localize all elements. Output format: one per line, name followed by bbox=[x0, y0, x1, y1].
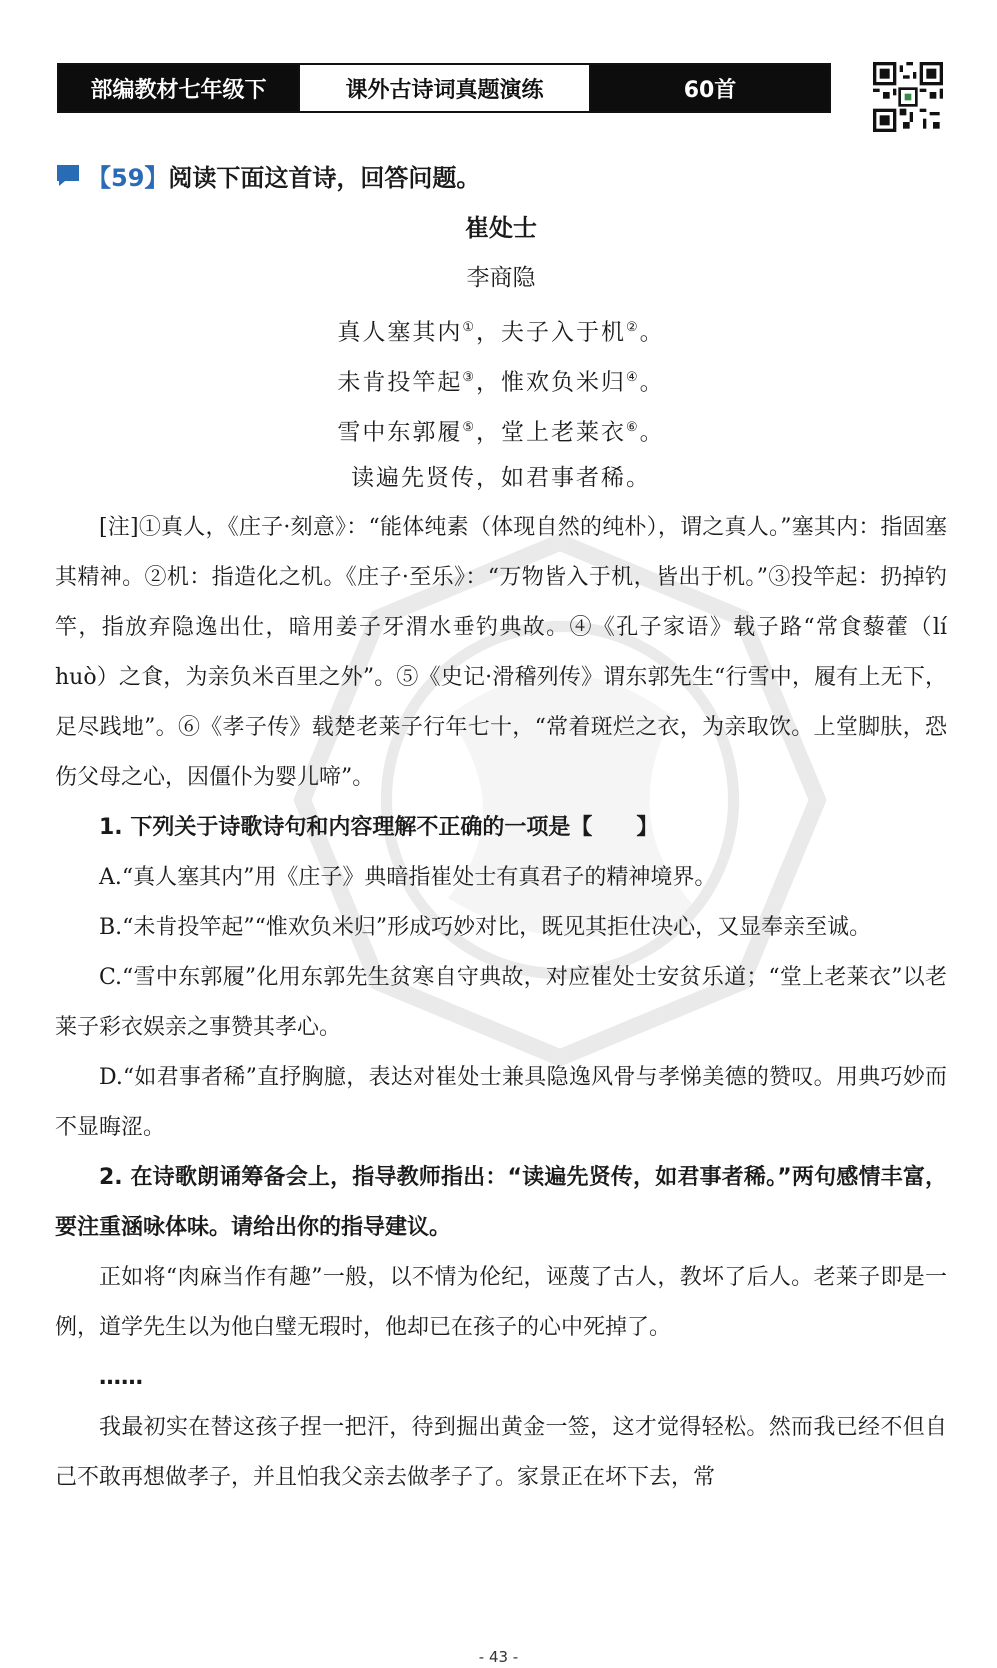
bookmark-icon bbox=[55, 163, 81, 187]
question-heading bbox=[55, 155, 947, 195]
header-title: 课外古诗词真题演练 bbox=[298, 65, 591, 111]
header-count: 60首 bbox=[591, 65, 829, 111]
question-1-stem: 1. 下列关于诗歌诗句和内容理解不正确的一项是【 】 bbox=[99, 815, 659, 840]
annotation-note: [注]①真人，《庄子·刻意》：“能体纯素（体现自然的纯朴），谓之真人。”塞其内：指固塞其精神。②机：指造化之机。《庄子·至乐》：“万物皆入于机，皆出于机。”③投竿起：扔掉钓竿，指放弃隐逸出仕，暗用姜子牙渭水垂钓典故。④《孔子家语》载子路“常食藜藿（lí huò）之食，为亲负米百里之外”。⑤《史记·滑稽列传》谓东郭先生“行雪中，履有上无下，足尽践地”。⑥《孝子传》载楚老莱子行年七十，“常着斑烂之衣，为亲取饮。上堂脚肤，恐伤父母之心，因僵仆为婴儿啼”。 bbox=[55, 515, 947, 790]
option-b: B.“未肯投竿起”“惟欢负米归”形成巧妙对比，既见其拒仕决心，又显奉亲至诚。 bbox=[99, 915, 872, 940]
option-d: D.“如君事者稀”直抒胸臆，表达对崔处士兼具隐逸风骨与孝悌美德的赞叹。用典巧妙而不显晦涩。 bbox=[55, 1065, 947, 1140]
qr-code-icon bbox=[873, 62, 943, 132]
poem-line: 读遍先贤传，如君事者稀。 bbox=[351, 465, 651, 491]
passage-ellipsis: …… bbox=[99, 1365, 143, 1390]
option-a: A.“真人塞其内”用《庄子》典暗指崔处士有真君子的精神境界。 bbox=[99, 865, 717, 890]
header-textbook: 部编教材七年级下 bbox=[59, 65, 298, 111]
question-number: 【59】 bbox=[87, 163, 169, 192]
option-c: C.“雪中东郭履”化用东郭先生贫寒自守典故，对应崔处士安贫乐道；“堂上老莱衣”以老莱子彩衣娱亲之事赞其孝心。 bbox=[55, 965, 947, 1040]
poem-line: 真人塞其内①，夫子入于机②。 bbox=[337, 319, 665, 346]
question-prompt: 阅读下面这首诗，回答问题。 bbox=[168, 163, 481, 192]
content-area bbox=[55, 155, 947, 1503]
poem-title: 崔处士 bbox=[465, 214, 537, 242]
poem-line: 未肯投竿起③，惟欢负米归④。 bbox=[337, 369, 665, 396]
page-number: - 43 - bbox=[478, 1648, 519, 1666]
poem-line: 雪中东郭履⑤，堂上老莱衣⑥。 bbox=[337, 419, 665, 446]
passage-paragraph: 正如将“肉麻当作有趣”一般，以不情为伦纪，诬蔑了古人，教坏了后人。老莱子即是一例，道学先生以为他白璧无瑕时，他却已在孩子的心中死掉了。 bbox=[55, 1265, 947, 1340]
passage-paragraph: 我最初实在替这孩子捏一把汗，待到掘出黄金一签，这才觉得轻松。然而我已经不但自己不敢再想做孝子，并且怕我父亲去做孝子了。家景正在坏下去，常 bbox=[55, 1415, 947, 1490]
poem-author: 李商隐 bbox=[466, 265, 536, 291]
header-bar bbox=[57, 63, 831, 113]
question-2-stem: 2. 在诗歌朗诵筹备会上，指导教师指出：“读遍先贤传，如君事者稀。”两句感情丰富，要注重涵咏体味。请给出你的指导建议。 bbox=[55, 1165, 947, 1240]
poem bbox=[55, 203, 947, 503]
